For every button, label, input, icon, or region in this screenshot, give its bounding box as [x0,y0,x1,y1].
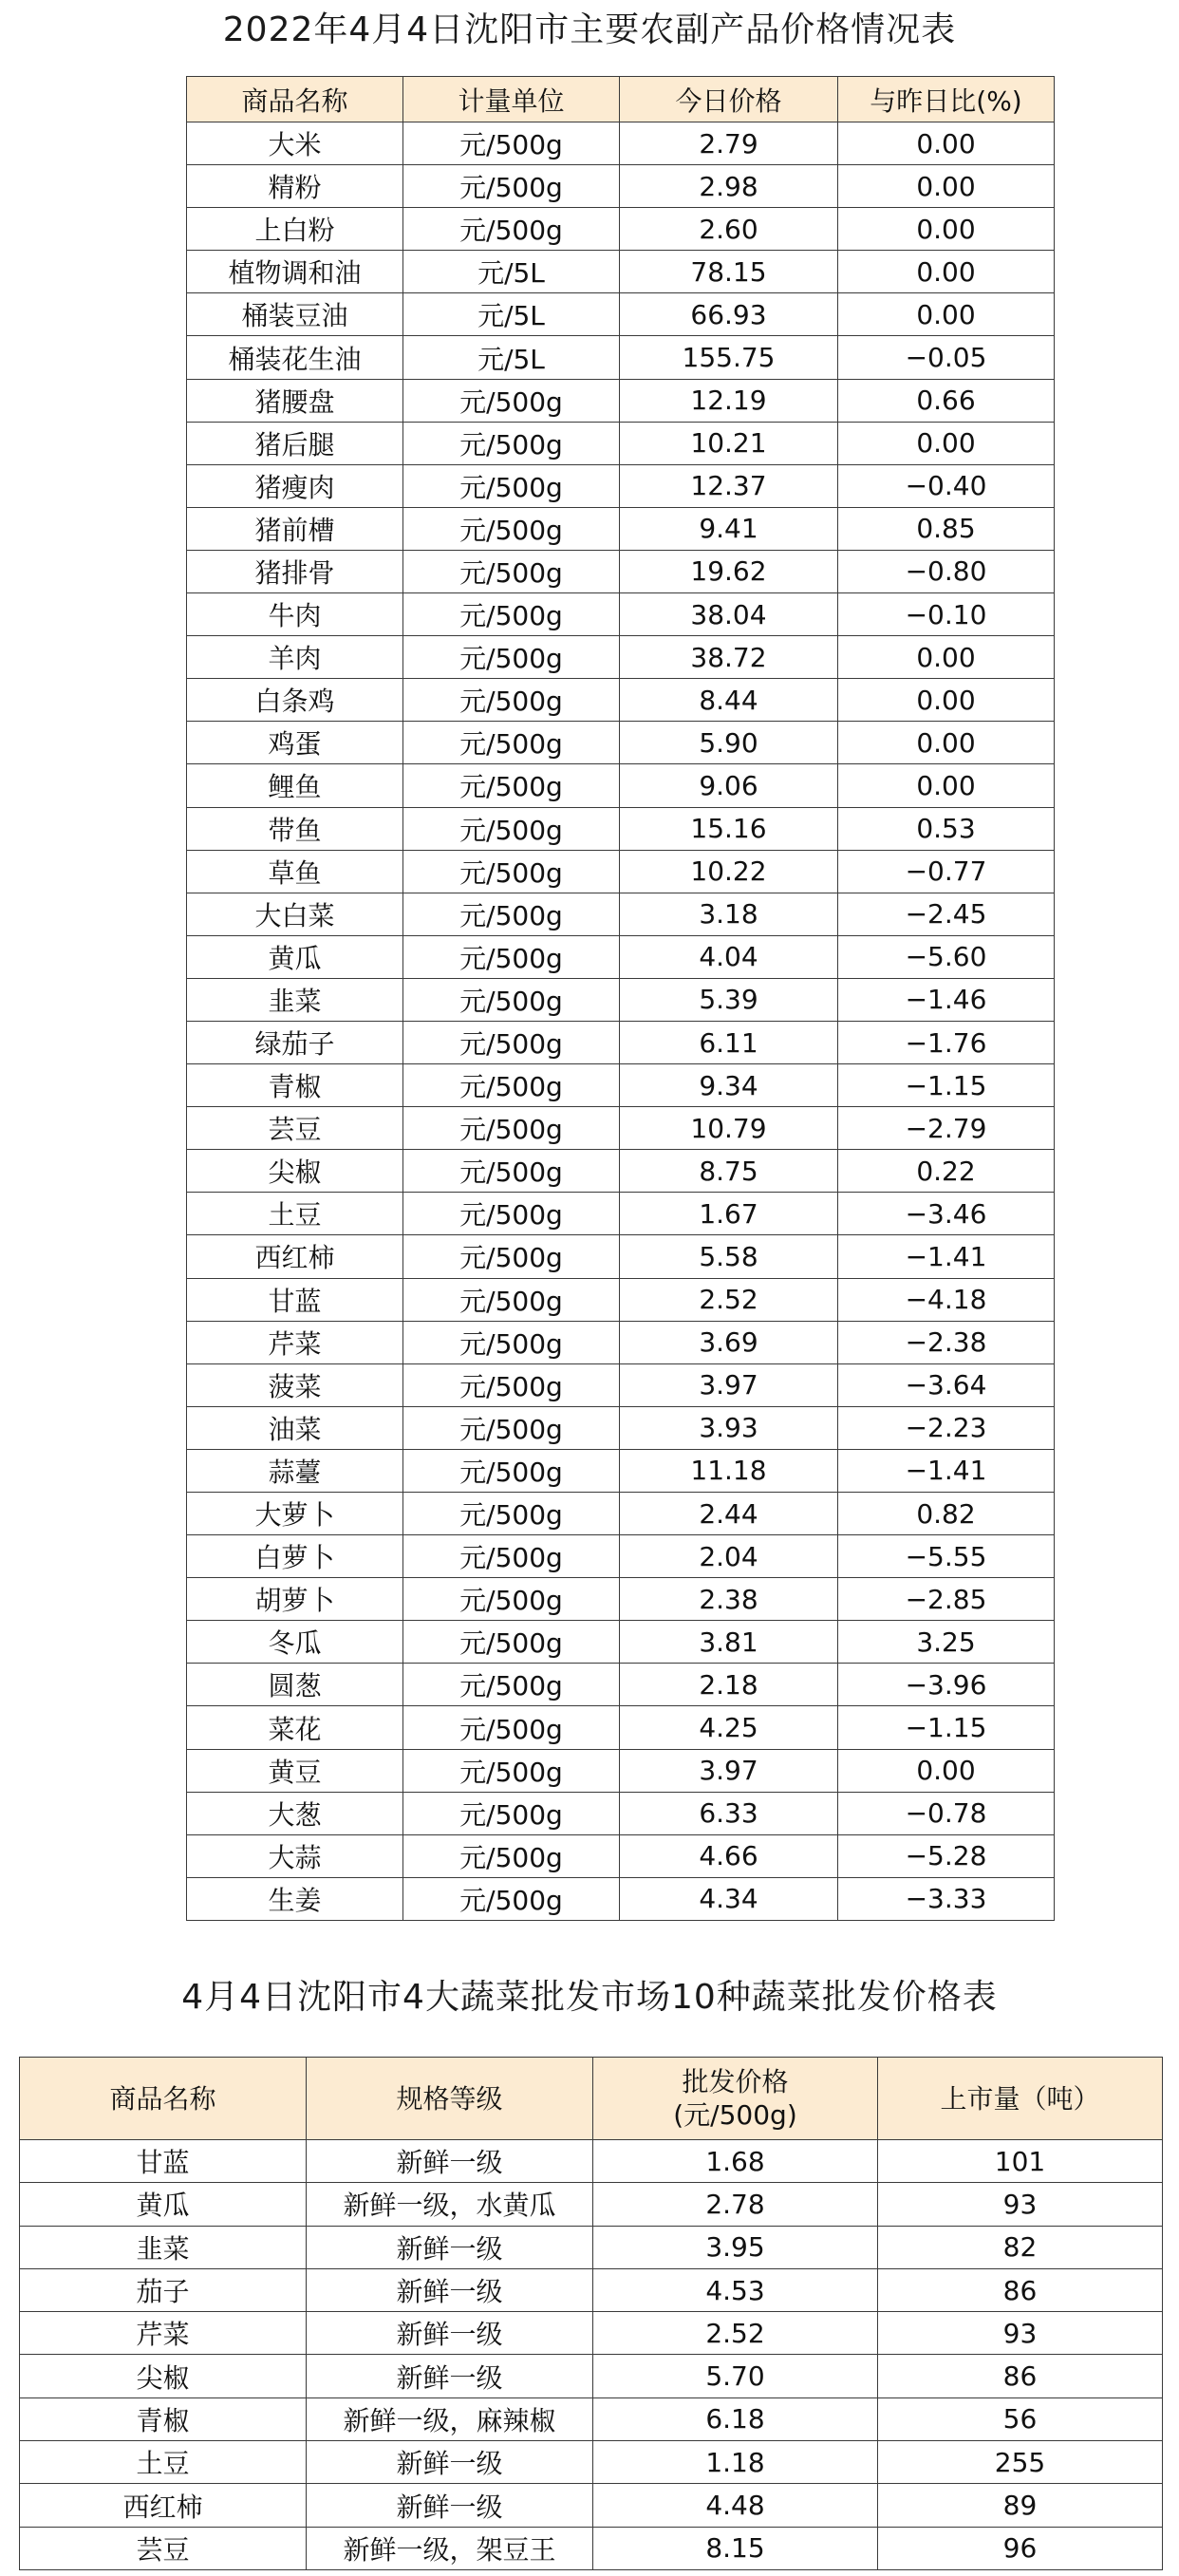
table-row [187,1064,1055,1107]
cell-unit: 元/500g [403,1278,620,1321]
cell-change-percent: −5.60 [838,935,1055,978]
cell-today-price: 8.44 [620,679,838,722]
cell-spec-grade: 新鲜一级 [307,2226,593,2268]
table-row [187,422,1055,464]
cell-product-name: 芹菜 [20,2312,307,2355]
cell-unit: 元/500g [403,850,620,893]
cell-spec-grade: 新鲜一级 [307,2441,593,2484]
cell-change-percent: −0.40 [838,464,1055,507]
cell-unit: 元/500g [403,550,620,592]
cell-change-percent: 0.00 [838,422,1055,464]
table-row [20,2183,1163,2226]
cell-product-name: 西红柿 [20,2484,307,2527]
table-row [187,978,1055,1021]
cell-change-percent: −2.85 [838,1578,1055,1621]
cell-product-name: 带鱼 [187,807,403,850]
table-row [187,1363,1055,1406]
table-row [187,679,1055,722]
cell-wholesale-price: 5.70 [593,2355,878,2397]
cell-change-percent: −3.64 [838,1363,1055,1406]
cell-product-name: 羊肉 [187,636,403,679]
table-row [187,1621,1055,1664]
cell-today-price: 2.98 [620,165,838,208]
table-row [187,893,1055,935]
cell-today-price: 12.19 [620,379,838,422]
cell-change-percent: 0.22 [838,1150,1055,1193]
table-row [187,1792,1055,1834]
cell-change-percent: 0.00 [838,722,1055,764]
cell-change-percent: −1.15 [838,1706,1055,1749]
cell-wholesale-price: 4.53 [593,2268,878,2311]
cell-product-name: 黄豆 [187,1749,403,1792]
cell-product-name: 茄子 [20,2268,307,2311]
table-row [187,807,1055,850]
cell-change-percent: −4.18 [838,1278,1055,1321]
cell-change-percent: 3.25 [838,1621,1055,1664]
cell-unit: 元/5L [403,336,620,379]
cell-unit: 元/500g [403,122,620,165]
agricultural-price-table [186,76,1055,1921]
cell-unit: 元/500g [403,208,620,251]
cell-market-volume: 255 [878,2441,1163,2484]
table-row [187,636,1055,679]
cell-today-price: 2.52 [620,1278,838,1321]
cell-today-price: 3.97 [620,1363,838,1406]
table-row [187,1449,1055,1492]
header-wholesale-price-label: 批发价格 [682,2066,789,2097]
cell-today-price: 2.79 [620,122,838,165]
cell-product-name: 猪腰盘 [187,379,403,422]
cell-product-name: 胡萝卜 [187,1578,403,1621]
cell-unit: 元/500g [403,679,620,722]
header-change-percent: 与昨日比(%) [838,77,1055,122]
cell-product-name: 蒜薹 [187,1449,403,1492]
cell-today-price: 19.62 [620,550,838,592]
cell-product-name: 白萝卜 [187,1535,403,1578]
cell-unit: 元/500g [403,1021,620,1063]
cell-spec-grade: 新鲜一级，架豆王 [307,2527,593,2569]
cell-unit: 元/5L [403,251,620,293]
cell-change-percent: 0.53 [838,807,1055,850]
cell-spec-grade: 新鲜一级 [307,2312,593,2355]
cell-today-price: 9.41 [620,507,838,550]
table-row [187,1535,1055,1578]
table-header-row [187,77,1055,122]
table-row [187,1278,1055,1321]
cell-wholesale-price: 1.68 [593,2140,878,2183]
cell-today-price: 5.90 [620,722,838,764]
table-row [187,1834,1055,1877]
cell-change-percent: −5.55 [838,1535,1055,1578]
table-row [187,1493,1055,1535]
cell-product-name: 猪瘦肉 [187,464,403,507]
cell-wholesale-price: 3.95 [593,2226,878,2268]
header-spec-grade: 规格等级 [307,2058,593,2140]
cell-today-price: 9.06 [620,764,838,807]
header-wholesale-price [593,2058,878,2140]
cell-product-name: 韭菜 [20,2226,307,2268]
cell-market-volume: 86 [878,2268,1163,2311]
cell-product-name: 鲤鱼 [187,764,403,807]
cell-wholesale-price: 4.48 [593,2484,878,2527]
cell-product-name: 草鱼 [187,850,403,893]
cell-today-price: 5.39 [620,978,838,1021]
cell-today-price: 10.79 [620,1107,838,1150]
cell-today-price: 4.66 [620,1834,838,1877]
table-row [187,850,1055,893]
table-row [187,251,1055,293]
cell-product-name: 生姜 [187,1877,403,1920]
cell-product-name: 上白粉 [187,208,403,251]
cell-today-price: 2.38 [620,1578,838,1621]
cell-change-percent: 0.00 [838,764,1055,807]
table-row [187,507,1055,550]
cell-change-percent: −3.46 [838,1193,1055,1235]
cell-today-price: 3.81 [620,1621,838,1664]
cell-today-price: 38.04 [620,593,838,636]
table-row [187,1706,1055,1749]
cell-today-price: 9.34 [620,1064,838,1107]
cell-unit: 元/500g [403,1363,620,1406]
cell-product-name: 甘蓝 [187,1278,403,1321]
cell-product-name: 甘蓝 [20,2140,307,2183]
cell-today-price: 11.18 [620,1449,838,1492]
vegetable-wholesale-table [19,2057,1163,2570]
cell-market-volume: 93 [878,2312,1163,2355]
cell-today-price: 2.44 [620,1493,838,1535]
cell-product-name: 尖椒 [20,2355,307,2397]
cell-today-price: 8.75 [620,1150,838,1193]
cell-change-percent: 0.00 [838,165,1055,208]
cell-spec-grade: 新鲜一级 [307,2355,593,2397]
table-row [187,764,1055,807]
cell-wholesale-price: 2.52 [593,2312,878,2355]
cell-unit: 元/5L [403,293,620,336]
cell-today-price: 3.93 [620,1406,838,1449]
cell-product-name: 土豆 [187,1193,403,1235]
cell-change-percent: −0.10 [838,593,1055,636]
cell-today-price: 38.72 [620,636,838,679]
cell-change-percent: 0.85 [838,507,1055,550]
cell-unit: 元/500g [403,379,620,422]
cell-unit: 元/500g [403,1150,620,1193]
table-row [20,2355,1163,2397]
cell-change-percent: −1.76 [838,1021,1055,1063]
table-row [20,2527,1163,2569]
cell-unit: 元/500g [403,764,620,807]
cell-spec-grade: 新鲜一级，麻辣椒 [307,2397,593,2440]
cell-market-volume: 96 [878,2527,1163,2569]
cell-change-percent: −2.45 [838,893,1055,935]
cell-market-volume: 86 [878,2355,1163,2397]
cell-unit: 元/500g [403,1749,620,1792]
cell-unit: 元/500g [403,1792,620,1834]
cell-unit: 元/500g [403,1107,620,1150]
cell-product-name: 桶装豆油 [187,293,403,336]
cell-unit: 元/500g [403,464,620,507]
table-row [187,1193,1055,1235]
cell-wholesale-price: 8.15 [593,2527,878,2569]
cell-product-name: 大萝卜 [187,1493,403,1535]
cell-change-percent: −0.78 [838,1792,1055,1834]
cell-product-name: 圆葱 [187,1664,403,1706]
cell-change-percent: −3.33 [838,1877,1055,1920]
header-unit: 计量单位 [403,77,620,122]
cell-unit: 元/500g [403,1406,620,1449]
header-product-name: 商品名称 [187,77,403,122]
cell-product-name: 鸡蛋 [187,722,403,764]
table-row [187,1321,1055,1363]
cell-market-volume: 89 [878,2484,1163,2527]
header-market-volume: 上市量（吨） [878,2058,1163,2140]
table-header-row [20,2058,1163,2140]
table-row [187,1150,1055,1193]
cell-product-name: 大白菜 [187,893,403,935]
table-row [187,122,1055,165]
table-row [187,1578,1055,1621]
cell-today-price: 1.67 [620,1193,838,1235]
table-row [187,1749,1055,1792]
cell-today-price: 15.16 [620,807,838,850]
cell-today-price: 155.75 [620,336,838,379]
cell-change-percent: 0.00 [838,293,1055,336]
cell-today-price: 10.21 [620,422,838,464]
cell-today-price: 2.60 [620,208,838,251]
cell-product-name: 韭菜 [187,978,403,1021]
cell-unit: 元/500g [403,1877,620,1920]
cell-product-name: 土豆 [20,2441,307,2484]
cell-unit: 元/500g [403,165,620,208]
cell-market-volume: 101 [878,2140,1163,2183]
table-row [187,336,1055,379]
cell-change-percent: 0.00 [838,208,1055,251]
cell-unit: 元/500g [403,935,620,978]
cell-spec-grade: 新鲜一级 [307,2268,593,2311]
cell-unit: 元/500g [403,422,620,464]
table-row [187,293,1055,336]
cell-unit: 元/500g [403,1235,620,1278]
cell-unit: 元/500g [403,1449,620,1492]
table-row [187,1107,1055,1150]
cell-unit: 元/500g [403,1064,620,1107]
cell-unit: 元/500g [403,1664,620,1706]
cell-product-name: 大葱 [187,1792,403,1834]
cell-unit: 元/500g [403,1193,620,1235]
cell-change-percent: 0.82 [838,1493,1055,1535]
cell-product-name: 大蒜 [187,1834,403,1877]
table-row [187,379,1055,422]
table-row [187,1235,1055,1278]
cell-change-percent: −0.80 [838,550,1055,592]
price-table-title: 2022年4月4日沈阳市主要农副产品价格情况表 [222,10,957,49]
cell-product-name: 绿茄子 [187,1021,403,1063]
wholesale-table-title: 4月4日沈阳市4大蔬菜批发市场10种蔬菜批发价格表 [181,1978,998,2017]
cell-product-name: 青椒 [20,2397,307,2440]
cell-unit: 元/500g [403,1621,620,1664]
cell-unit: 元/500g [403,807,620,850]
cell-product-name: 青椒 [187,1064,403,1107]
table-row [187,550,1055,592]
table-row [20,2397,1163,2440]
cell-market-volume: 93 [878,2183,1163,2226]
cell-change-percent: −0.77 [838,850,1055,893]
cell-today-price: 4.34 [620,1877,838,1920]
cell-spec-grade: 新鲜一级，水黄瓜 [307,2183,593,2226]
cell-change-percent: 0.00 [838,122,1055,165]
cell-unit: 元/500g [403,1321,620,1363]
cell-change-percent: −1.46 [838,978,1055,1021]
cell-product-name: 芸豆 [20,2527,307,2569]
cell-today-price: 2.04 [620,1535,838,1578]
cell-product-name: 菜花 [187,1706,403,1749]
cell-product-name: 西红柿 [187,1235,403,1278]
cell-unit: 元/500g [403,1834,620,1877]
table-row [187,722,1055,764]
cell-change-percent: −2.79 [838,1107,1055,1150]
table-row [187,208,1055,251]
cell-product-name: 大米 [187,122,403,165]
cell-product-name: 菠菜 [187,1363,403,1406]
table-row [20,2140,1163,2183]
cell-today-price: 10.22 [620,850,838,893]
header-product-name: 商品名称 [20,2058,307,2140]
cell-unit: 元/500g [403,1493,620,1535]
cell-product-name: 尖椒 [187,1150,403,1193]
table-row [187,1877,1055,1920]
cell-product-name: 芸豆 [187,1107,403,1150]
cell-change-percent: 0.00 [838,679,1055,722]
cell-change-percent: −2.23 [838,1406,1055,1449]
header-today-price: 今日价格 [620,77,838,122]
cell-unit: 元/500g [403,978,620,1021]
cell-product-name: 桶装花生油 [187,336,403,379]
cell-today-price: 6.33 [620,1792,838,1834]
cell-wholesale-price: 2.78 [593,2183,878,2226]
cell-change-percent: −0.05 [838,336,1055,379]
cell-today-price: 2.18 [620,1664,838,1706]
cell-wholesale-price: 1.18 [593,2441,878,2484]
cell-change-percent: 0.66 [838,379,1055,422]
cell-unit: 元/500g [403,636,620,679]
cell-unit: 元/500g [403,1706,620,1749]
cell-unit: 元/500g [403,1578,620,1621]
table-row [187,165,1055,208]
cell-today-price: 6.11 [620,1021,838,1063]
cell-unit: 元/500g [403,593,620,636]
cell-change-percent: −2.38 [838,1321,1055,1363]
cell-product-name: 植物调和油 [187,251,403,293]
cell-change-percent: −3.96 [838,1664,1055,1706]
cell-unit: 元/500g [403,1535,620,1578]
cell-unit: 元/500g [403,893,620,935]
cell-spec-grade: 新鲜一级 [307,2484,593,2527]
cell-change-percent: −1.15 [838,1064,1055,1107]
cell-product-name: 芹菜 [187,1321,403,1363]
cell-change-percent: −1.41 [838,1235,1055,1278]
cell-today-price: 66.93 [620,293,838,336]
cell-product-name: 冬瓜 [187,1621,403,1664]
cell-product-name: 猪排骨 [187,550,403,592]
table-row [20,2441,1163,2484]
table-row [187,935,1055,978]
table-row [187,464,1055,507]
cell-product-name: 黄瓜 [20,2183,307,2226]
cell-today-price: 4.04 [620,935,838,978]
cell-today-price: 3.97 [620,1749,838,1792]
table-row [187,1406,1055,1449]
table-row [20,2226,1163,2268]
cell-unit: 元/500g [403,507,620,550]
cell-today-price: 5.58 [620,1235,838,1278]
cell-today-price: 12.37 [620,464,838,507]
cell-change-percent: −5.28 [838,1834,1055,1877]
table-row [187,1021,1055,1063]
cell-change-percent: 0.00 [838,251,1055,293]
header-wholesale-price-unit: (元/500g) [673,2099,797,2131]
table-row [20,2312,1163,2355]
cell-product-name: 白条鸡 [187,679,403,722]
cell-today-price: 78.15 [620,251,838,293]
cell-product-name: 精粉 [187,165,403,208]
cell-product-name: 黄瓜 [187,935,403,978]
cell-product-name: 油菜 [187,1406,403,1449]
cell-spec-grade: 新鲜一级 [307,2140,593,2183]
cell-change-percent: −1.41 [838,1449,1055,1492]
cell-unit: 元/500g [403,722,620,764]
cell-product-name: 牛肉 [187,593,403,636]
cell-change-percent: 0.00 [838,1749,1055,1792]
cell-wholesale-price: 6.18 [593,2397,878,2440]
table-row [20,2484,1163,2527]
cell-product-name: 猪前槽 [187,507,403,550]
cell-today-price: 3.18 [620,893,838,935]
table-row [187,1664,1055,1706]
cell-product-name: 猪后腿 [187,422,403,464]
cell-market-volume: 82 [878,2226,1163,2268]
table-row [20,2268,1163,2311]
cell-today-price: 3.69 [620,1321,838,1363]
cell-market-volume: 56 [878,2397,1163,2440]
table-row [187,593,1055,636]
cell-today-price: 4.25 [620,1706,838,1749]
cell-change-percent: 0.00 [838,636,1055,679]
